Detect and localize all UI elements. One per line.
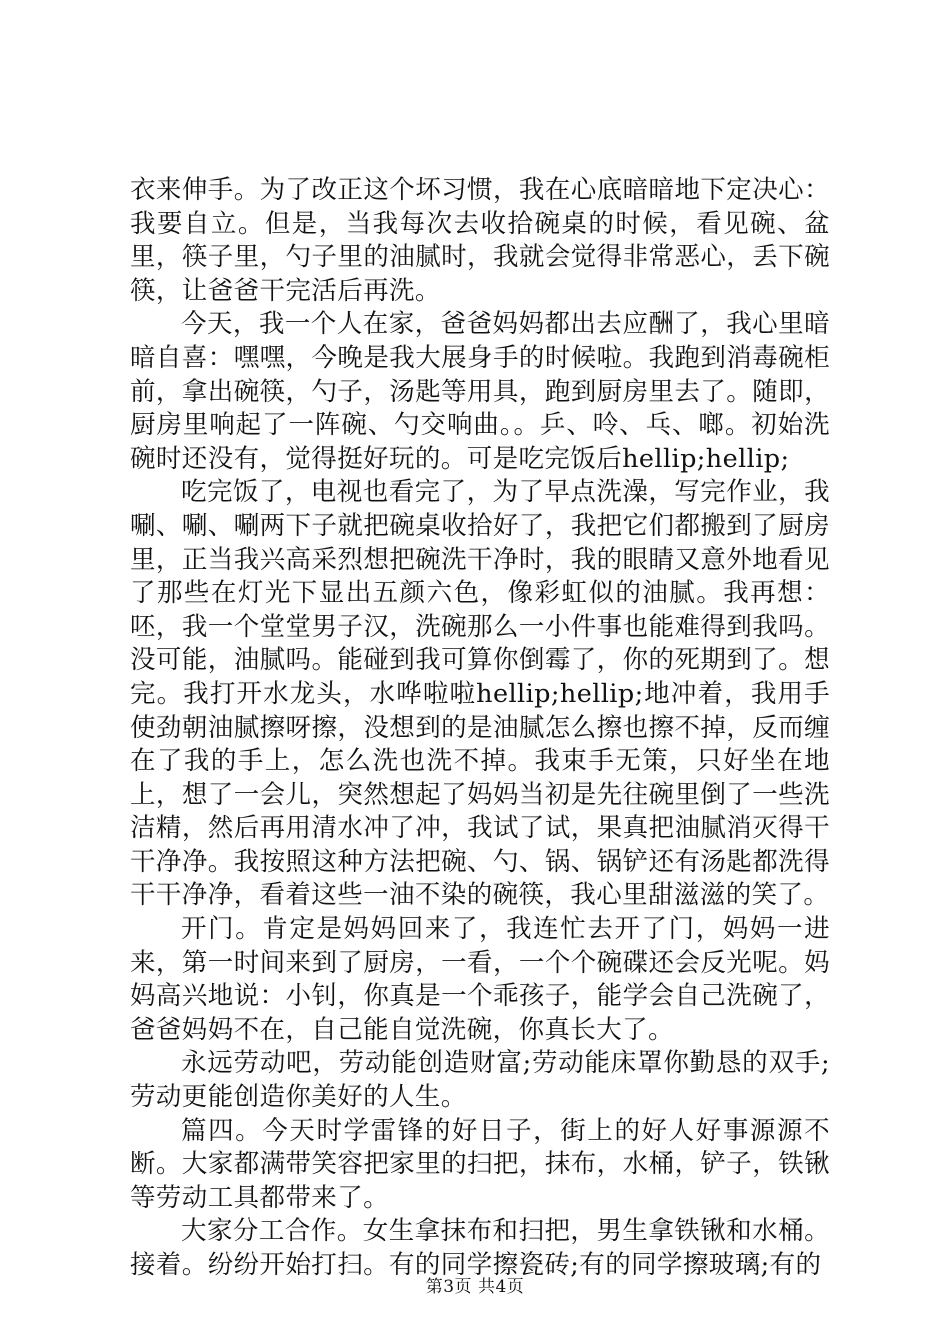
paragraph-7: 大家分工合作。女生拿抹布和扫把，男生拿铁锹和水桶。接着。纷纷开始打扫。有的同学擦瓷砖;有的同学擦玻璃;有的 — [130, 1216, 830, 1280]
paragraph-3: 吃完饭了，电视也看完了，为了早点洗澡，写完作业，我唰、唰、唰两下子就把碗桌收拾好了，我把它们都搬到了厨房里，正当我兴高采烈想把碗洗干净时，我的眼睛又意外地看见了那些在灯光下显出五颜六色，像彩虹似的油腻。我再想：呸，我一个堂堂男子汉，洗碗那么一小件事也能难得到我吗。没可能，油腻吗。能碰到我可算你倒霉了，你的死期到了。想完。我打开水龙头，水哗啦啦hellip;hellip;地冲着，我用手使劲朝油腻擦呀擦，没想到的是油腻怎么擦也擦不掉，反而缠在了我的手上，怎么洗也洗不掉。我束手无策，只好坐在地上，想了一会儿，突然想起了妈妈当初是先往碗里倒了一些洗洁精，然后再用清水冲了冲，我试了试，果真把油腻消灭得干干净净。我按照这种方法把碗、勺、锅、锅铲还有汤匙都洗得干干净净，看着这些一油不染的碗筷，我心里甜滋滋的笑了。 — [130, 477, 830, 911]
paragraph-6: 篇四。今天时学雷锋的好日子，街上的好人好事源源不断。大家都满带笑容把家里的扫把，抹布，水桶，铲子，铁锹等劳动工具都带来了。 — [130, 1115, 830, 1213]
page-number-footer: 第3页 共4页 — [425, 1277, 525, 1297]
document-body — [130, 174, 830, 1283]
paragraph-1: 衣来伸手。为了改正这个坏习惯，我在心底暗暗地下定决心：我要自立。但是，当我每次去收拾碗桌的时候，看见碗、盆里，筷子里，勺子里的油腻时，我就会觉得非常恶心，丢下碗筷，让爸爸干完活后再洗。 — [130, 175, 830, 306]
paragraph-5: 永远劳动吧，劳动能创造财富;劳动能床罩你勤恳的双手;劳动更能创造你美好的人生。 — [130, 1048, 830, 1113]
paragraph-4: 开门。肯定是妈妈回来了，我连忙去开了门，妈妈一进来，第一时间来到了厨房，一看，一个个碗碟还会反光呢。妈妈高兴地说：小钊，你真是一个乖孩子，能学会自己洗碗了，爸爸妈妈不在，自己能自觉洗碗，你真长大了。 — [130, 914, 830, 1045]
paragraph-2: 今天，我一个人在家，爸爸妈妈都出去应酬了，我心里暗暗自喜：嘿嘿，今晚是我大展身手的时候啦。我跑到消毒碗柜前，拿出碗筷，勺子，汤匙等用具，跑到厨房里去了。随即，厨房里响起了一阵碗、勺交响曲。。乒、呤、乓、啷。初始洗碗时还没有，觉得挺好玩的。可是吃完饭后hellip;hellip; — [130, 309, 830, 474]
